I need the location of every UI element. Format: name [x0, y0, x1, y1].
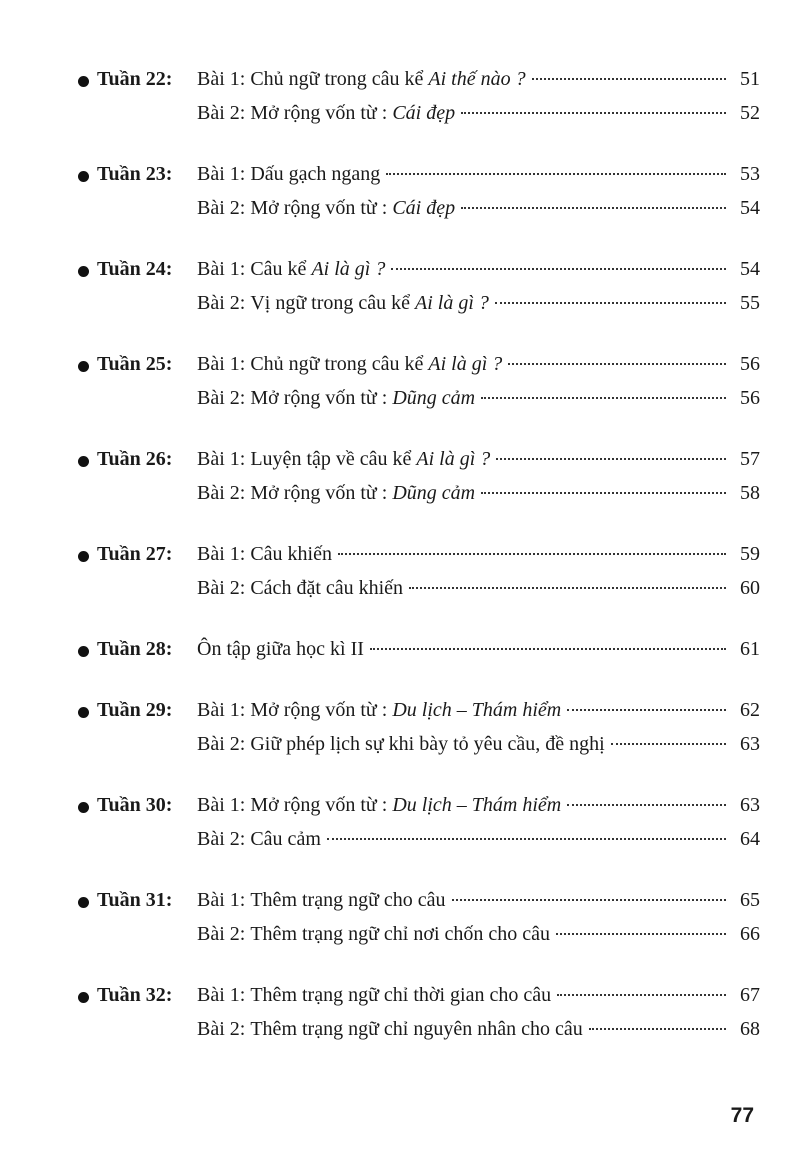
bullet-icon	[78, 76, 89, 87]
lesson-page-number: 53	[740, 163, 760, 185]
lesson-title: Thêm trạng ngữ chỉ nơi chốn cho câu	[250, 923, 551, 945]
lesson-page-number: 66	[740, 923, 760, 945]
lesson-row	[197, 381, 760, 415]
lesson-row	[197, 883, 760, 917]
dot-leader	[611, 743, 726, 745]
dot-leader	[496, 458, 726, 460]
dot-leader	[391, 268, 726, 270]
lesson-number: Bài 2:	[197, 577, 246, 599]
lesson-number: Bài 1:	[197, 543, 246, 565]
week-entry	[78, 693, 760, 761]
lesson-list	[197, 788, 760, 856]
lesson-list	[197, 62, 760, 130]
lesson-row	[197, 537, 760, 571]
lesson-row	[197, 191, 760, 225]
lesson-page-number: 59	[740, 543, 760, 565]
lesson-title: Chủ ngữ trong câu kể	[250, 353, 424, 375]
lesson-list	[197, 157, 760, 225]
dot-leader	[508, 363, 726, 365]
lesson-row	[197, 917, 760, 951]
bullet-icon	[78, 897, 89, 908]
lesson-page-number: 62	[740, 699, 760, 721]
lesson-number: Bài 2:	[197, 923, 246, 945]
lesson-title: Thêm trạng ngữ chỉ nguyên nhân cho câu	[250, 1018, 583, 1040]
week-label: Tuần 25:	[97, 353, 173, 375]
lesson-title: Cách đặt câu khiến	[250, 577, 404, 599]
lesson-title: Câu khiến	[250, 543, 332, 565]
bullet-icon	[78, 646, 89, 657]
lesson-page-number: 64	[740, 828, 760, 850]
lesson-title: Câu cảm	[250, 828, 321, 850]
lesson-title: Vị ngữ trong câu kể	[250, 292, 411, 314]
dot-leader	[481, 397, 726, 399]
lesson-row	[197, 96, 760, 130]
lesson-list	[197, 347, 760, 415]
lesson-topic: Du lịch – Thám hiểm	[392, 794, 562, 816]
week-entry	[78, 537, 760, 605]
lesson-title: Luyện tập về câu kể	[250, 448, 412, 470]
dot-leader	[589, 1028, 726, 1030]
lesson-topic: Cái đẹp	[392, 197, 456, 219]
lesson-row	[197, 693, 760, 727]
week-label: Tuần 30:	[97, 794, 173, 816]
lesson-number: Bài 2:	[197, 733, 246, 755]
lesson-number: Bài 1:	[197, 68, 246, 90]
lesson-title: Ôn tập giữa học kì II	[197, 638, 364, 660]
lesson-row	[197, 62, 760, 96]
lesson-title: Câu kể	[250, 258, 307, 280]
dot-leader	[386, 173, 726, 175]
lesson-page-number: 56	[740, 387, 760, 409]
lesson-row	[197, 442, 760, 476]
dot-leader	[556, 933, 726, 935]
lesson-number: Bài 2:	[197, 102, 246, 124]
lesson-page-number: 57	[740, 448, 760, 470]
dot-leader	[370, 648, 726, 650]
dot-leader	[532, 78, 726, 80]
lesson-number: Bài 2:	[197, 828, 246, 850]
lesson-list	[197, 693, 760, 761]
week-label: Tuần 27:	[97, 543, 173, 565]
week-entry	[78, 978, 760, 1046]
week-entry	[78, 442, 760, 510]
lesson-topic: Ai thế nào ?	[428, 68, 526, 90]
dot-leader	[567, 709, 726, 711]
lesson-number: Bài 2:	[197, 482, 246, 504]
lesson-topic: Ai là gì ?	[311, 258, 386, 280]
lesson-page-number: 63	[740, 794, 760, 816]
bullet-icon	[78, 992, 89, 1003]
dot-leader	[557, 994, 726, 996]
week-entry	[78, 788, 760, 856]
dot-leader	[567, 804, 726, 806]
dot-leader	[409, 587, 726, 589]
lesson-page-number: 61	[740, 638, 760, 660]
lesson-row	[197, 286, 760, 320]
lesson-title: Thêm trạng ngữ chỉ thời gian cho câu	[250, 984, 552, 1006]
lesson-page-number: 51	[740, 68, 760, 90]
lesson-number: Bài 1:	[197, 984, 246, 1006]
lesson-topic: Ai là gì ?	[415, 292, 489, 314]
lesson-page-number: 67	[740, 984, 760, 1006]
lesson-topic: Dũng cảm	[392, 482, 476, 504]
lesson-list	[197, 632, 760, 666]
lesson-page-number: 54	[740, 258, 760, 280]
week-label: Tuần 23:	[97, 163, 173, 185]
lesson-topic: Ai là gì ?	[416, 448, 491, 470]
bullet-icon	[78, 361, 89, 372]
lesson-number: Bài 1:	[197, 889, 246, 911]
lesson-topic: Cái đẹp	[392, 102, 456, 124]
lesson-row	[197, 157, 760, 191]
lesson-row	[197, 1012, 760, 1046]
lesson-row	[197, 632, 760, 666]
lesson-row	[197, 571, 760, 605]
lesson-row	[197, 476, 760, 510]
bullet-icon	[78, 171, 89, 182]
week-entry	[78, 632, 760, 666]
lesson-title: Mở rộng vốn từ :	[250, 197, 388, 219]
lesson-number: Bài 2:	[197, 292, 246, 314]
lesson-title: Mở rộng vốn từ :	[250, 482, 388, 504]
dot-leader	[452, 899, 726, 901]
dot-leader	[338, 553, 726, 555]
lesson-topic: Du lịch – Thám hiểm	[392, 699, 562, 721]
week-label: Tuần 28:	[97, 638, 173, 660]
lesson-row	[197, 978, 760, 1012]
lesson-number: Bài 1:	[197, 699, 246, 721]
lesson-number: Bài 1:	[197, 258, 246, 280]
week-entry	[78, 157, 760, 225]
lesson-page-number: 56	[740, 353, 760, 375]
lesson-title: Chủ ngữ trong câu kể	[250, 68, 424, 90]
table-of-contents	[78, 62, 760, 1073]
lesson-number: Bài 1:	[197, 794, 246, 816]
bullet-icon	[78, 707, 89, 718]
lesson-title: Mở rộng vốn từ :	[250, 794, 388, 816]
lesson-topic: Ai là gì ?	[428, 353, 503, 375]
lesson-row	[197, 822, 760, 856]
lesson-title: Giữ phép lịch sự khi bày tỏ yêu cầu, đề nghị	[250, 733, 605, 755]
lesson-list	[197, 883, 760, 951]
bullet-icon	[78, 456, 89, 467]
lesson-title: Mở rộng vốn từ :	[250, 387, 388, 409]
week-label: Tuần 26:	[97, 448, 173, 470]
lesson-page-number: 63	[740, 733, 760, 755]
bullet-icon	[78, 551, 89, 562]
lesson-row	[197, 252, 760, 286]
week-label: Tuần 32:	[97, 984, 173, 1006]
lesson-list	[197, 537, 760, 605]
lesson-title: Thêm trạng ngữ cho câu	[250, 889, 446, 911]
lesson-number: Bài 2:	[197, 387, 246, 409]
week-label: Tuần 29:	[97, 699, 173, 721]
week-label: Tuần 31:	[97, 889, 173, 911]
lesson-list	[197, 252, 760, 320]
dot-leader	[461, 207, 726, 209]
lesson-row	[197, 727, 760, 761]
week-entry	[78, 883, 760, 951]
lesson-page-number: 60	[740, 577, 760, 599]
lesson-number: Bài 2:	[197, 197, 246, 219]
bullet-icon	[78, 266, 89, 277]
dot-leader	[481, 492, 726, 494]
lesson-page-number: 68	[740, 1018, 760, 1040]
week-entry	[78, 62, 760, 130]
lesson-title: Mở rộng vốn từ :	[250, 102, 388, 124]
lesson-list	[197, 978, 760, 1046]
lesson-number: Bài 1:	[197, 163, 246, 185]
lesson-title: Dấu gạch ngang	[250, 163, 381, 185]
lesson-page-number: 55	[740, 292, 760, 314]
lesson-topic: Dũng cảm	[392, 387, 476, 409]
lesson-title: Mở rộng vốn từ :	[250, 699, 388, 721]
dot-leader	[327, 838, 726, 840]
lesson-row	[197, 347, 760, 381]
lesson-page-number: 65	[740, 889, 760, 911]
lesson-list	[197, 442, 760, 510]
lesson-page-number: 58	[740, 482, 760, 504]
lesson-number: Bài 1:	[197, 448, 246, 470]
lesson-number: Bài 2:	[197, 1018, 246, 1040]
week-entry	[78, 252, 760, 320]
lesson-page-number: 52	[740, 102, 760, 124]
week-entry	[78, 347, 760, 415]
lesson-number: Bài 1:	[197, 353, 246, 375]
dot-leader	[495, 302, 726, 304]
lesson-row	[197, 788, 760, 822]
week-label: Tuần 24:	[97, 258, 173, 280]
week-label: Tuần 22:	[97, 68, 173, 90]
page-number: 77	[730, 1104, 754, 1127]
dot-leader	[461, 112, 726, 114]
bullet-icon	[78, 802, 89, 813]
lesson-page-number: 54	[740, 197, 760, 219]
